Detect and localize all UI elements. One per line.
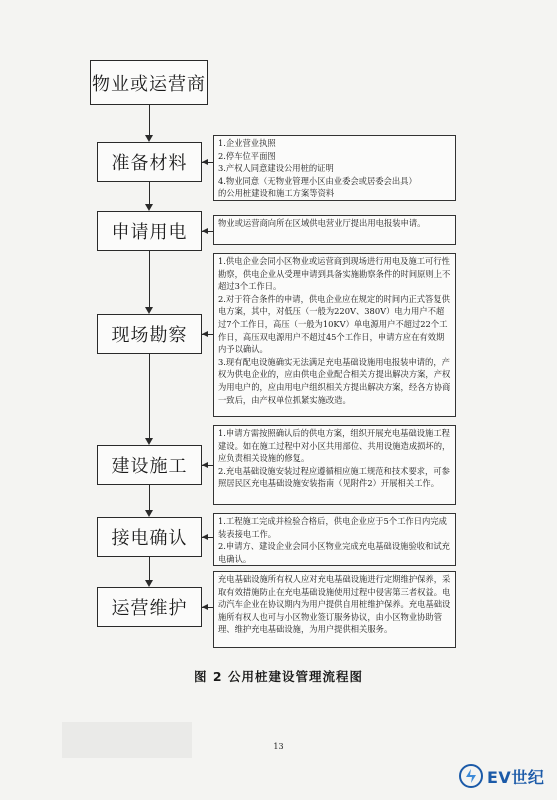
pointer-connect-head: [202, 534, 208, 540]
ev-logo-icon: [458, 763, 484, 789]
note-operation-maintenance: [213, 571, 456, 648]
pointer-build-head: [202, 462, 208, 468]
stage-construction: 建设施工: [97, 445, 202, 485]
note-line: 2.停车位平面图: [218, 150, 276, 161]
ev-century-logo: [458, 758, 550, 794]
arrow-1: [145, 135, 153, 142]
note-line: 2.申请方、建设企业会同小区物业完成充电基础设施验收和试充电确认。: [218, 541, 450, 564]
stage-connection-confirm: 接电确认: [97, 517, 202, 557]
figure-caption: 图 2 公用桩建设管理流程图: [194, 669, 363, 684]
stage-property-operator: 物业或运营商: [90, 60, 208, 105]
faint-watermark: [62, 722, 192, 758]
page-number: 13: [273, 742, 284, 751]
arrow-6: [145, 580, 153, 587]
logo-text: EV世纪: [487, 767, 545, 787]
arrow-5: [145, 510, 153, 517]
stage-prepare-materials: 准备材料: [97, 142, 202, 182]
stage-apply-electricity: 申请用电: [97, 211, 202, 251]
connector-1: [149, 105, 150, 135]
note-line: 3.产权人同意建设公用桩的证明: [218, 163, 334, 174]
note-line: 的公用桩建设和施工方案等资料: [218, 188, 335, 199]
note-site-survey: [213, 253, 456, 417]
note-line: 1.供电企业会同小区物业或运营商到现场进行用电及施工可行性勘察，供电企业从受理申请到具备实施勘察条件的时间原则上不超过3个工作日。: [218, 256, 451, 292]
note-line: 充电基础设施所有权人应对充电基础设施进行定期维护保养，采取有效措施防止在充电基础设施使用过程中侵害第三者权益。电动汽车企业在协议期内为用户提供自用桩维护保养。充电基础设施所有权人也可与小区物业签订服务协议，由小区物业协助管理、维护充电基础设施，为用户提供相关服务。: [218, 574, 451, 635]
note-line: 2.对于符合条件的申请，供电企业应在规定的时间内正式答复供电方案，其中，对低压（一般为220V、380V）电力用户不超过7个工作日，高压（一般为10KV）单电源用户不超过22个工作日，高压双电源用户不超过45个工作日，申请方应在有效期内予以确认。: [218, 293, 450, 355]
arrow-4: [145, 438, 153, 445]
pointer-apply-head: [202, 228, 208, 234]
note-line: 物业或运营商向所在区域供电营业厅提出用电报装申请。: [218, 218, 426, 228]
note-connection-confirm: [213, 513, 456, 566]
note-apply-electricity: [213, 215, 456, 245]
connector-4: [149, 354, 150, 438]
stage-operation-maintenance: 运营维护: [97, 587, 202, 627]
note-line: 4.物业同意（无物业管理小区由业委会或居委会出具）: [218, 175, 417, 186]
note-prepare-materials: [213, 135, 456, 201]
note-construction: [213, 425, 456, 505]
connector-3: [149, 251, 150, 307]
note-line: 2.充电基础设施安装过程应遵循相应施工规范和技术要求，可参照居民区充电基础设施安装指南（见附件2）开展相关工作。: [218, 465, 450, 489]
note-line: 1.工程施工完成并检验合格后，供电企业应于5个工作日内完成装表接电工作。: [218, 516, 447, 539]
stage-site-survey: 现场勘察: [97, 314, 202, 354]
pointer-survey-head: [202, 331, 208, 337]
connector-5: [149, 485, 150, 510]
connector-2: [149, 182, 150, 204]
note-line: 1.企业营业执照: [218, 138, 276, 148]
connector-6: [149, 557, 150, 580]
note-line: 3.现有配电设施确实无法满足充电基础设施用电报装申请的，产权为供电企业的，应由供电企业配合相关方提出解决方案，产权为用电户的，应由用电户组织相关方提出解决方案，经各方协商一致后，由产权单位抓紧实施改造。: [218, 356, 451, 405]
arrow-3: [145, 307, 153, 314]
arrow-2: [145, 204, 153, 211]
pointer-prepare-head: [202, 159, 208, 165]
pointer-operate-head: [202, 604, 208, 610]
note-line: 1.申请方需按照确认后的供电方案，组织开展充电基础设施工程建设。如在施工过程中对小区共用部位、共用设施造成损坏的，应负责相关设施的修复。: [218, 428, 451, 464]
